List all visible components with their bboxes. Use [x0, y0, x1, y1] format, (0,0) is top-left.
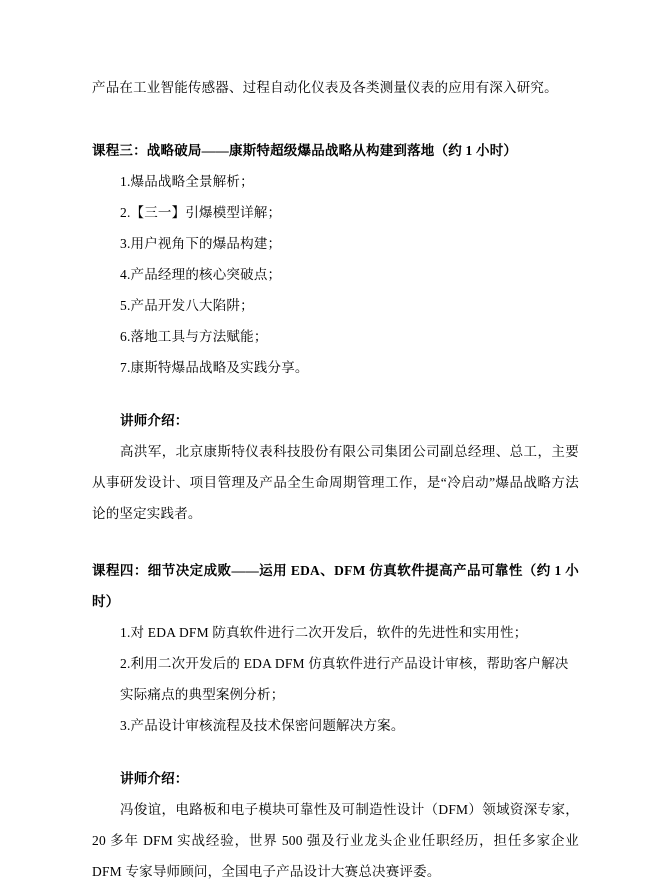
list-item: 6.落地工具与方法赋能； [120, 329, 268, 344]
list-item: 3.产品设计审核流程及技术保密问题解决方案。 [120, 718, 405, 733]
list-item: 7.康斯特爆品战略及实践分享。 [120, 360, 309, 375]
section-heading: 课程四：细节决定成败——运用 EDA、DFM 仿真软件提高产品可靠性（约 1 小时） [92, 563, 579, 609]
list-item: 1.对 EDA DFM 防真软件进行二次开发后，软件的先进性和实用性； [120, 625, 528, 640]
list-item: 3.用户视角下的爆品构建； [120, 236, 282, 251]
spacer [92, 529, 579, 555]
section-heading: 课程三：战略破局——康斯特超级爆品战略从构建到落地（约 1 小时） [92, 143, 518, 158]
list-item: 2.利用二次开发后的 EDA DFM 仿真软件进行产品设计审核，帮助客户解决实际痛点的典型案例分析； [120, 656, 569, 702]
instructor-label: 讲师介绍： [120, 771, 189, 786]
section-course-four [92, 555, 579, 887]
instructor-label: 讲师介绍： [120, 413, 189, 428]
list-item: 4.产品经理的核心突破点； [120, 267, 282, 282]
list-item: 2.【三一】引爆模型详解； [120, 205, 282, 220]
spacer [92, 741, 579, 763]
spacer [92, 383, 579, 405]
section-course-three [92, 135, 579, 529]
instructor-bio: 高洪军，北京康斯特仪表科技股份有限公司集团公司副总经理、总工，主要从事研发设计、项目管理及产品全生命周期管理工作，是“冷启动”爆品战略方法论的坚定实践者。 [92, 444, 579, 521]
instructor-bio: 冯俊谊，电路板和电子模块可靠性及可制造性设计（DFM）领域资深专家，20 多年 DFM 实战经验，世界 500 强及行业龙头企业任职经历，担任多家企业 DFM 专家导师顾问，全国电子产品设计大赛总决赛评委。 [92, 802, 579, 879]
list-item: 1.爆品战略全景解析； [120, 174, 254, 189]
course-outline-list [92, 617, 579, 741]
spacer [92, 121, 579, 135]
lead-paragraph: 产品在工业智能传感器、过程自动化仪表及各类测量仪表的应用有深入研究。 [92, 80, 558, 95]
course-outline-list [92, 166, 579, 383]
list-item: 5.产品开发八大陷阱； [120, 298, 254, 313]
